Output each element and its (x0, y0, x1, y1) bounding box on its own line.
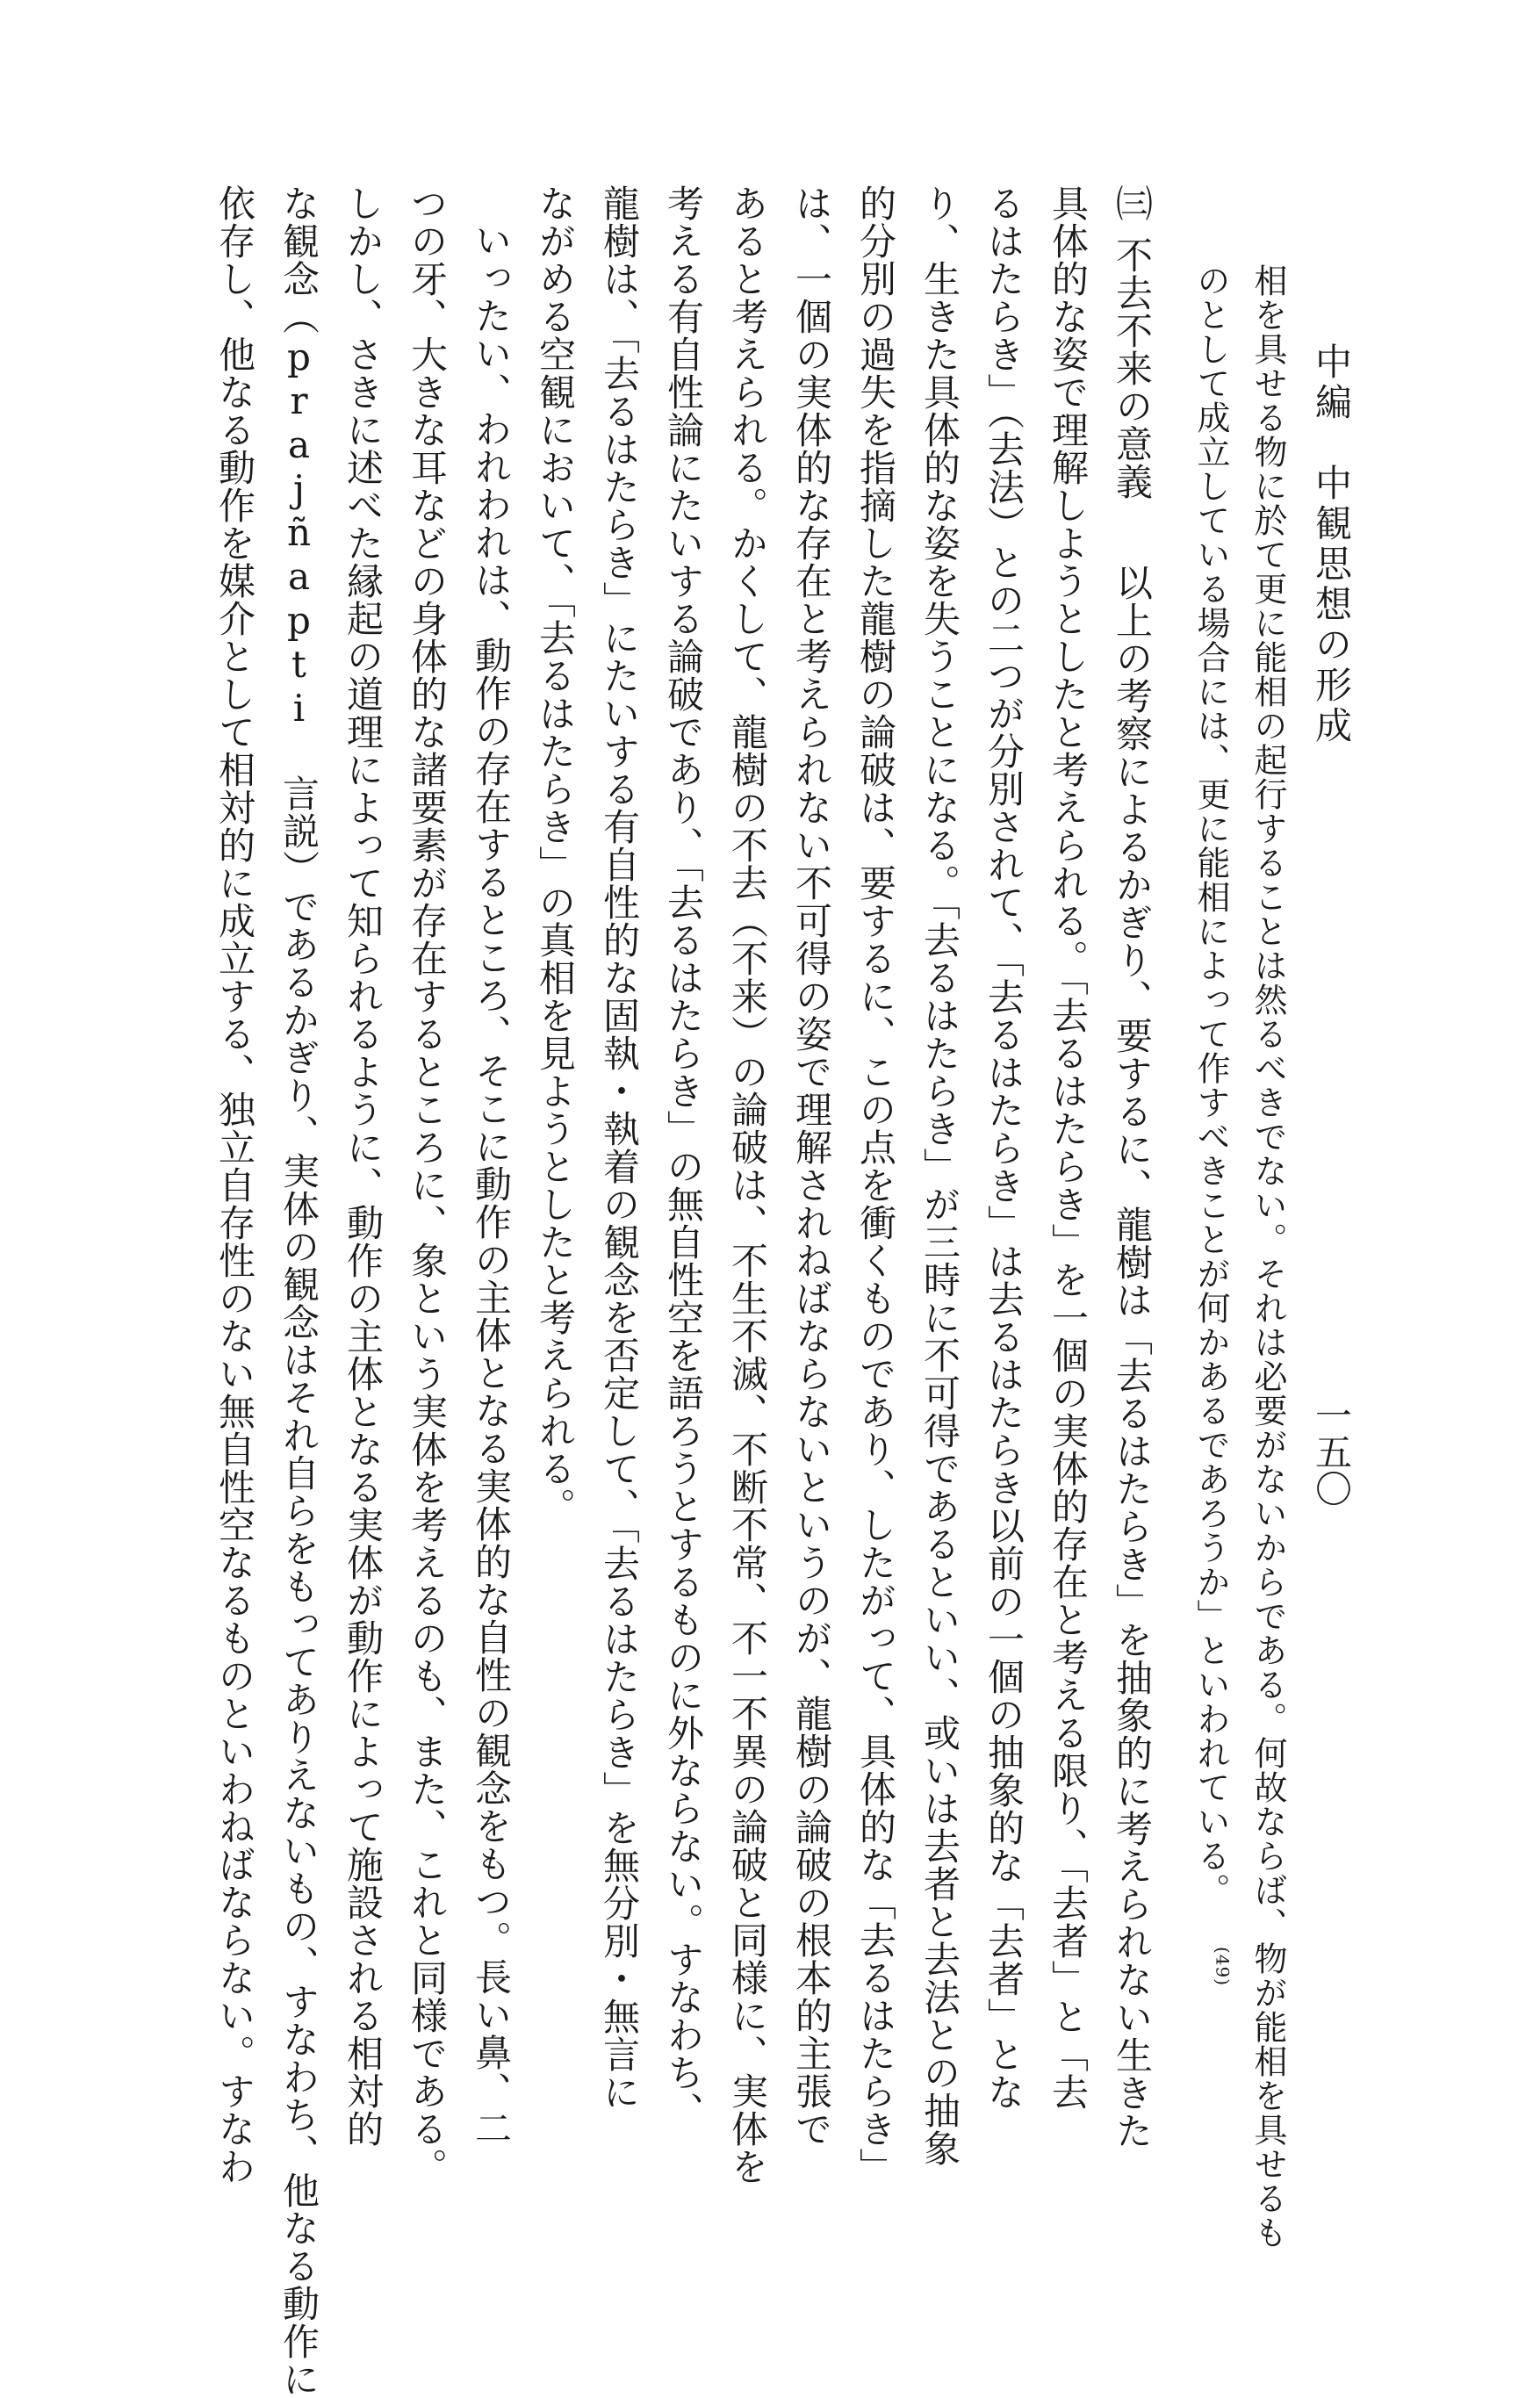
body-line: は、一個の実体的な存在と考えられない不可得の姿で理解されねばならないというのが、龍樹の論破の根本的主張で (790, 184, 833, 2148)
body-line-1: 以上の考察によるかぎり、要するに、龍樹は「去るはたらき」を抽象的に考えられない生きた (1111, 564, 1154, 2150)
page-number: 一五〇 (1310, 1396, 1353, 1507)
body-line: あると考えられる。かくして、龍樹の不去（不来）の論破は、不生不滅、不断不常、不一不異の論破と同様に、実体を (726, 184, 769, 2186)
body-line: 的分別の過失を指摘した龍樹の論破は、要するに、この点を衝くものであり、したがって、具体的な「去るはたらき」 (854, 184, 897, 2186)
quote-line-1 (1251, 263, 1285, 2250)
section-heading-line (1111, 184, 1154, 2150)
body-line: つの牙、大きな耳などの身体的な諸要素が存在するところに、象という実体を考えるのも、また、これと同様である。 (406, 184, 449, 2186)
quote-line-1-text: 相を具せる物に於て更に能相の起行することは然るべきでない。それは必要がないからである。何故ならば、物が能相を具せるも (1249, 263, 1287, 2250)
section-number: ㈢ (1111, 184, 1154, 222)
body-line: 考える有自性論にたいする論破であり、「去るはたらき」の無自性空を語ろうとするものに外ならない。すなわち、 (662, 184, 705, 2129)
quote-line-2 (1191, 263, 1234, 1987)
quote-line-2-text: のとして成立している場合には、更に能相によって作すべきことが何かあるであろうか」といわれている。 (1191, 263, 1230, 1907)
body-line: るはたらき」（去法）との二つが分別されて、「去るはたらき」は去るはたらき以前の一個の抽象的な「去者」とな (982, 184, 1025, 2111)
running-header: 中編 中観思想の形成 (1310, 342, 1353, 746)
paragraph-start-line: いったい、われわれは、動作の存在するところ、そこに動作の主体となる実体的な自性の観念をもつ。長い鼻、二 (470, 221, 513, 2147)
body-line: ながめる空観において、「去るはたらき」の真相を見ようとしたと考えられる。 (534, 184, 577, 1525)
footnote-reference: (49) (1212, 1947, 1234, 1987)
body-line: 依存し、他なる動作を媒介として相対的に成立する、独立自存性のない無自性空なるものといわねばならない。すなわ (213, 184, 256, 2186)
body-line: り、生きた具体的な姿を失うことになる。「去るはたらき」が三時に不可得であるといい、或いは去者と去法との抽象 (918, 184, 961, 2167)
body-line: 龍樹は、「去るはたらき」にたいする有自性的な固執・執着の観念を否定して、「去るはたらき」を無分別・無言に (598, 184, 641, 2111)
body-line: しかし、さきに述べた縁起の道理によって知られるように、動作の主体となる実体が動作によって施設される相対的 (342, 184, 385, 2148)
body-line: な観念（prajñapti 言説）であるかぎり、実体の観念はそれ自らをもってありえないもの、すなわち、他なる動作に (277, 184, 320, 2398)
section-title: 不去不来の意義 (1111, 236, 1154, 500)
body-line: 具体的な姿で理解しようとしたと考えられる。「去るはたらき」を一個の実体的存在と考える限り、「去者」と「去 (1047, 184, 1090, 2111)
